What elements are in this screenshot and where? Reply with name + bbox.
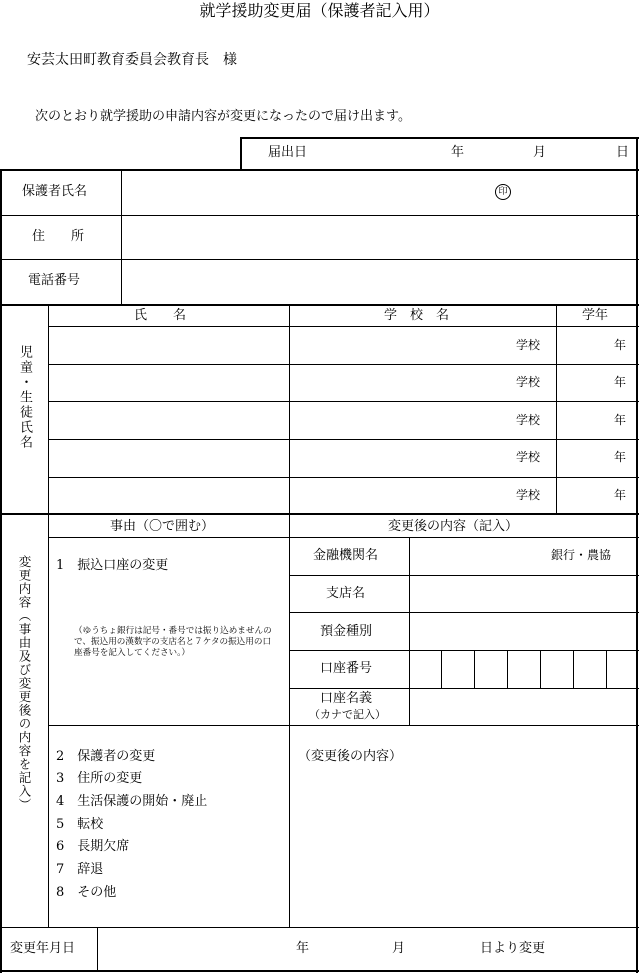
col-student-name: 氏 名 — [134, 308, 187, 323]
branch-label: 支店名 — [326, 586, 366, 601]
students-section-label: 児童・生徒氏名 — [17, 345, 32, 450]
col-grade: 学年 — [582, 308, 609, 323]
change-date-year: 年 — [296, 941, 310, 956]
school-suffix: 学校 — [516, 338, 541, 352]
school-suffix: 学校 — [516, 375, 541, 389]
grade-suffix: 年 — [614, 488, 627, 502]
bank-name-label: 金融機関名 — [313, 548, 379, 563]
grade-suffix: 年 — [614, 413, 627, 427]
reason-item: 6 長期欠席 — [56, 839, 130, 854]
phone-label: 電話番号 — [28, 273, 81, 288]
after-content-label: （変更後の内容） — [298, 749, 403, 764]
reason-bank-change: 1 振込口座の変更 — [56, 558, 169, 573]
seal-mark: 印 — [495, 184, 511, 200]
reason-item: 3 住所の変更 — [56, 771, 143, 786]
reason-item: 8 その他 — [56, 885, 117, 900]
reason-item: 7 辞退 — [56, 862, 104, 877]
change-section-label: 変更内容（事由及び変更後の内容を記入） — [17, 555, 32, 812]
submission-year: 年 — [451, 145, 465, 160]
page-title: 就学援助変更届（保護者記入用） — [199, 1, 440, 20]
deposit-type-label: 預金種別 — [320, 624, 373, 639]
guardian-name-label: 保護者氏名 — [22, 184, 88, 199]
account-holder-label: 口座名義 — [320, 691, 373, 706]
school-suffix: 学校 — [516, 450, 541, 464]
addressee: 安芸太田町教育委員会教育長 様 — [27, 52, 237, 68]
lead-text: 次のとおり就学援助の申請内容が変更になったので届け出ます。 — [35, 109, 411, 124]
bank-suffix: 銀行・農協 — [551, 548, 612, 562]
submission-month: 月 — [533, 145, 547, 160]
grade-suffix: 年 — [614, 338, 627, 352]
change-date-day: 日より変更 — [480, 941, 546, 956]
change-date-label: 変更年月日 — [10, 941, 76, 956]
account-number-label: 口座番号 — [320, 661, 373, 676]
grade-suffix: 年 — [614, 375, 627, 389]
yucho-note: （ゆうちょ銀行は記号・番号では振り込めませんので、振込用の漢数字の支店名と７ケタの振込用の口座番号を記入してください。） — [74, 626, 272, 658]
col-reason: 事由（〇で囲む） — [110, 519, 215, 534]
col-after: 変更後の内容（記入） — [388, 519, 519, 534]
reason-item: 4 生活保護の開始・廃止 — [56, 794, 208, 809]
submission-day: 日 — [616, 145, 630, 160]
school-suffix: 学校 — [516, 413, 541, 427]
submission-label: 届出日 — [268, 145, 308, 160]
address-label: 住 所 — [32, 229, 85, 244]
account-holder-sub: （カナで記入） — [309, 708, 386, 721]
change-date-month: 月 — [392, 941, 406, 956]
grade-suffix: 年 — [614, 450, 627, 464]
reason-item: 5 転校 — [56, 817, 104, 832]
col-school-name: 学 校 名 — [384, 308, 450, 323]
school-suffix: 学校 — [516, 488, 541, 502]
reason-item: 2 保護者の変更 — [56, 749, 156, 764]
